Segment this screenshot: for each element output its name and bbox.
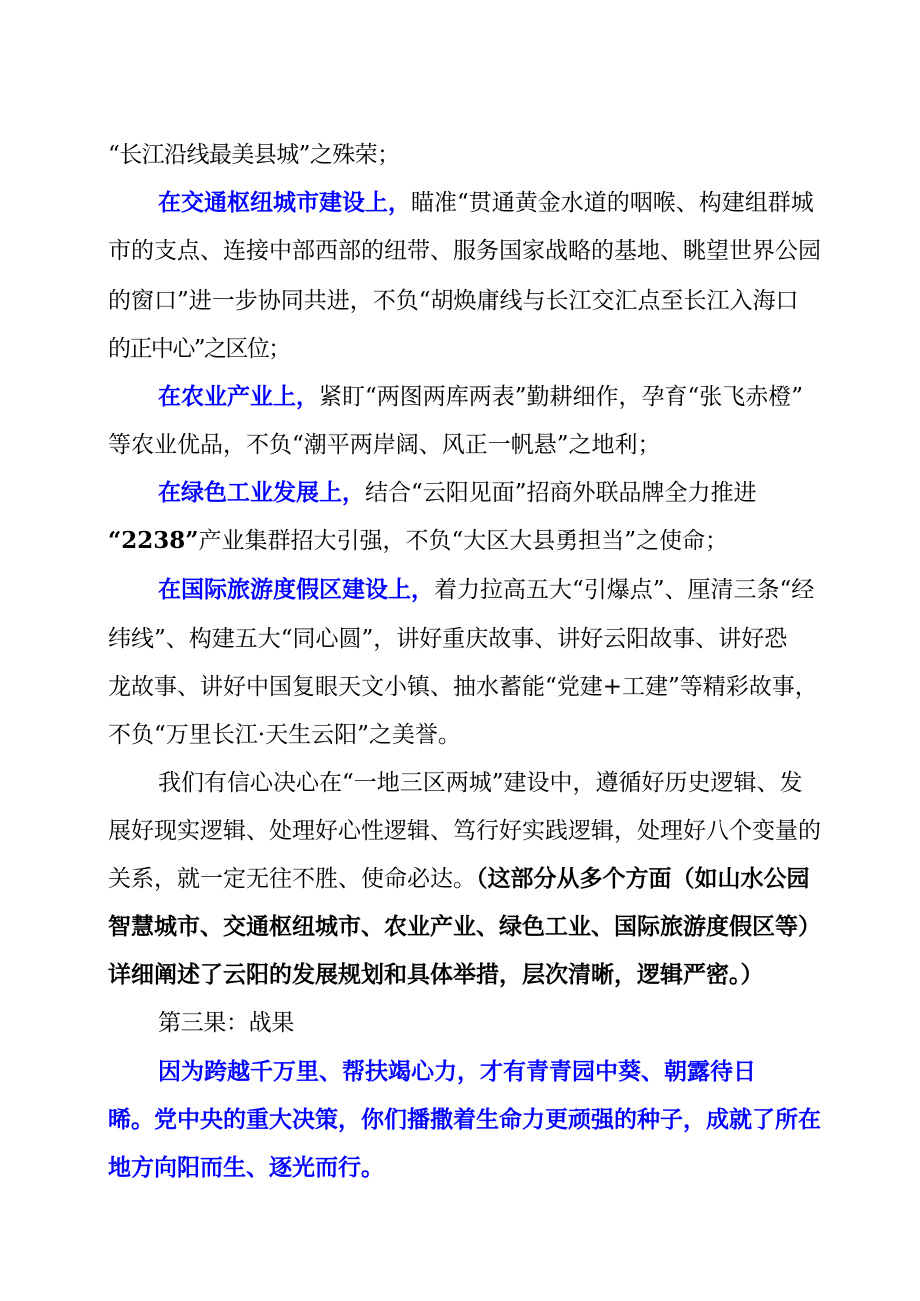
- highlighted-text: 在绿色工业发展上，: [158, 479, 365, 506]
- text-segment: 不负“万里长江·天生云阳”之美誉。: [108, 722, 461, 748]
- text-segment: “2238”: [108, 527, 199, 554]
- text-segment: 的窗口”进一步协同共进，不负“胡焕庸线与长江交汇点至长江入海口: [108, 288, 799, 314]
- text-segment: 着力拉高五大“引爆点”、厘清三条“经: [434, 577, 815, 603]
- text-segment: 第三果：战果: [158, 1010, 295, 1036]
- text-line: [108, 624, 824, 654]
- text-line: [108, 816, 824, 846]
- section-heading: [158, 1008, 294, 1038]
- text-segment: 结合“云阳见面”招商外联品牌全力推进: [365, 480, 757, 506]
- text-line: [158, 1057, 762, 1087]
- highlighted-text: 晞。党中央的重大决策，你们播撒着生命力更顽强的种子，成就了所在: [108, 1106, 821, 1133]
- text-line: [108, 864, 824, 894]
- text-segment: 详细阐述了云阳的发展规划和具体举措，层次清晰，逻辑严密。）: [108, 961, 764, 988]
- highlighted-text: 在交通枢纽城市建设上，: [158, 189, 411, 216]
- highlighted-text: 在国际旅游度假区建设上，: [158, 576, 434, 603]
- text-segment: 展好现实逻辑、处理好心性逻辑、笃行好实践逻辑，处理好八个变量的: [108, 818, 821, 844]
- text-segment: 关系，就一定无往不胜、使命必达。: [108, 866, 476, 892]
- text-segment: 产业集群招大引强，不负“大区大县勇担当”之使命；: [198, 528, 729, 554]
- text-segment: 瞄准“贯通黄金水道的咽喉、构建组群城: [411, 190, 814, 216]
- text-segment: 市的支点、连接中部西部的纽带、服务国家战略的基地、眺望世界公园: [108, 238, 821, 264]
- text-line: [158, 478, 778, 508]
- text-segment: 纬线”、构建五大“同心圆”，讲好重庆故事、讲好云阳故事、讲好恐: [108, 626, 788, 652]
- text-line: [108, 526, 738, 556]
- text-line: [158, 768, 824, 798]
- text-line: [108, 286, 824, 316]
- text-segment: 龙故事、讲好中国复眼天文小镇、抽水蓄能“党建+工建”等精彩故事，: [108, 674, 818, 700]
- highlighted-text: 因为跨越千万里、帮扶竭心力，才有青青园中葵、朝露待日: [158, 1058, 756, 1085]
- text-line: [108, 236, 824, 266]
- text-line: [108, 912, 824, 942]
- text-line: [158, 382, 824, 412]
- text-segment: 等农业优品，不负“潮平两岸阔、风正一帆悬”之地利；: [108, 432, 661, 458]
- text-segment: “长江沿线最美县城”之殊荣；: [108, 142, 400, 168]
- text-line: [108, 140, 400, 170]
- text-line: [108, 1153, 384, 1183]
- highlighted-text: 地方向阳而生、逐光而行。: [108, 1154, 384, 1181]
- text-line: [108, 1105, 824, 1135]
- text-line: [108, 334, 290, 364]
- text-segment: 我们有信心决心在“一地三区两城”建设中，遵循好历史逻辑、发: [158, 770, 803, 796]
- text-segment: 的正中心”之区位；: [108, 336, 290, 362]
- text-line: [108, 430, 682, 460]
- text-segment: （这部分从多个方面（如山水公园: [476, 865, 810, 892]
- text-line: [158, 575, 824, 605]
- text-segment: 智慧城市、交通枢纽城市、农业产业、绿色工业、国际旅游度假区等）: [108, 913, 821, 940]
- text-segment: 紧盯“两图两库两表”勤耕细作，孕育“张飞赤橙”: [319, 384, 804, 410]
- text-line: [108, 720, 494, 750]
- text-line: [108, 672, 824, 702]
- text-line: [108, 960, 786, 990]
- text-line: [158, 188, 824, 218]
- highlighted-text: 在农业产业上，: [158, 383, 319, 410]
